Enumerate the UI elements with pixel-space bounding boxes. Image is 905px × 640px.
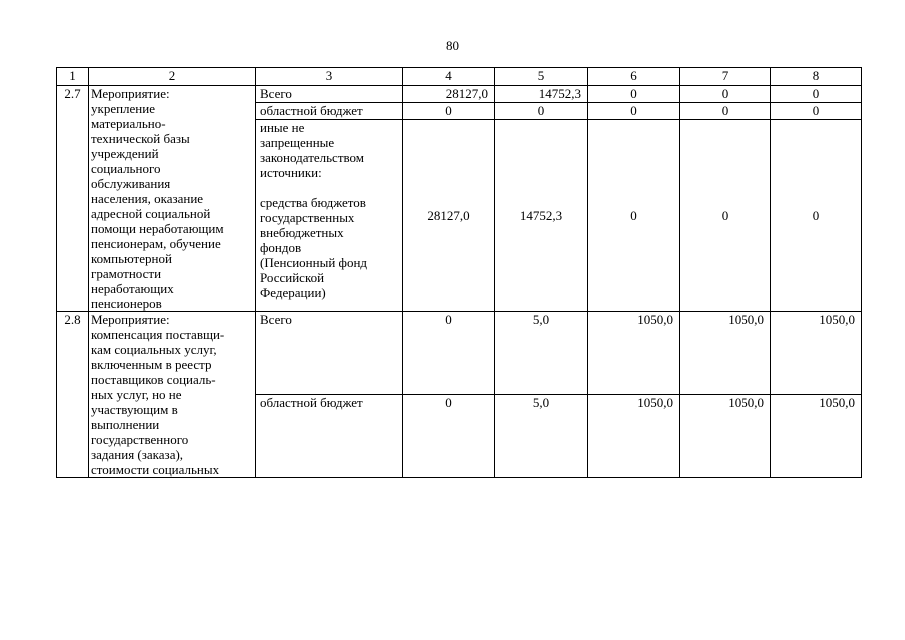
funds-line: (Пенсионный фонд [260,254,368,270]
description-line: включенным в реестр [91,357,212,372]
value-cell: 0 [680,102,771,119]
value-cell: 0 [771,119,862,311]
value-cell: 5,0 [495,395,588,478]
description-line: ных услуг, но не [91,387,182,402]
description-line: неработающих [91,281,174,296]
value-cell: 0 [588,86,680,103]
description-line: стоимости социальных [91,462,220,477]
description-line: пенсионеров [91,296,162,311]
value-cell: 14752,3 [495,119,588,311]
value-cell: 14752,3 [495,86,588,103]
funds-line: Федерации) [260,284,326,300]
description-line: выполнении [91,417,160,432]
description-line: грамотности [91,266,162,281]
value-cell: 0 [771,102,862,119]
value-cell: 1050,0 [771,312,862,395]
description-line: укрепление [91,101,155,116]
description-line: учреждений [91,146,159,161]
budget-table [56,67,862,478]
column-header: 3 [256,68,403,86]
value-cell: 0 [495,102,588,119]
description-line: участвующим в [91,402,178,417]
column-header: 4 [403,68,495,86]
description-line: адресной социальной [91,206,211,221]
value-cell: 0 [403,312,495,395]
description-line: компенсация поставщи- [91,327,225,342]
description-line: компьютерной [91,251,172,266]
funds-line: Российской [260,269,325,285]
funds-line: средства бюджетов [260,194,366,210]
value-cell: 28127,0 [403,119,495,311]
description-line: кам социальных услуг, [91,342,217,357]
row-description [89,312,256,478]
value-cell: 1050,0 [771,395,862,478]
value-cell: 1050,0 [680,312,771,395]
description-line: помощи неработающим [91,221,224,236]
other-sources-line: иные не [260,119,305,135]
source-label: областной бюджет [256,395,403,478]
value-cell: 0 [403,395,495,478]
value-cell: 0 [680,119,771,311]
column-header: 7 [680,68,771,86]
column-header: 1 [57,68,89,86]
row-id: 2.8 [57,312,89,478]
other-sources-line: законодательством [260,149,365,165]
value-cell: 0 [403,102,495,119]
description-line: обслуживания [91,176,171,191]
page-number: 80 [446,38,459,53]
column-header: 6 [588,68,680,86]
description-line: Мероприятие: [91,86,170,101]
column-header: 2 [89,68,256,86]
value-cell: 1050,0 [588,395,680,478]
table-row [57,86,862,103]
table-row [57,312,862,395]
description-line: государственного [91,432,189,447]
source-label: областной бюджет [256,102,403,119]
spacer [260,180,400,195]
description-line: социального [91,161,161,176]
column-header: 8 [771,68,862,86]
description-line: технической базы [91,131,190,146]
description-line: задания (заказа), [91,447,184,462]
description-line: Мероприятие: [91,312,170,327]
value-cell: 1050,0 [680,395,771,478]
source-label: Всего [256,86,403,103]
value-cell: 0 [680,86,771,103]
row-id: 2.7 [57,86,89,312]
source-label-other [256,119,403,311]
description-line: населения, оказание [91,191,204,206]
source-label: Всего [256,312,403,395]
value-cell: 1050,0 [588,312,680,395]
description-line: материально- [91,116,166,131]
value-cell: 0 [588,119,680,311]
value-cell: 28127,0 [403,86,495,103]
row-description [89,86,256,312]
funds-line: внебюджетных [260,224,344,240]
funds-line: государственных [260,209,355,225]
description-line: пенсионерам, обучение [91,236,221,251]
description-line: поставщиков социаль- [91,372,216,387]
value-cell: 0 [588,102,680,119]
value-cell: 0 [771,86,862,103]
other-sources-line: источники: [260,164,322,180]
header-row [57,68,862,86]
other-sources-line: запрещенные [260,134,335,150]
column-header: 5 [495,68,588,86]
value-cell: 5,0 [495,312,588,395]
funds-line: фондов [260,239,302,255]
